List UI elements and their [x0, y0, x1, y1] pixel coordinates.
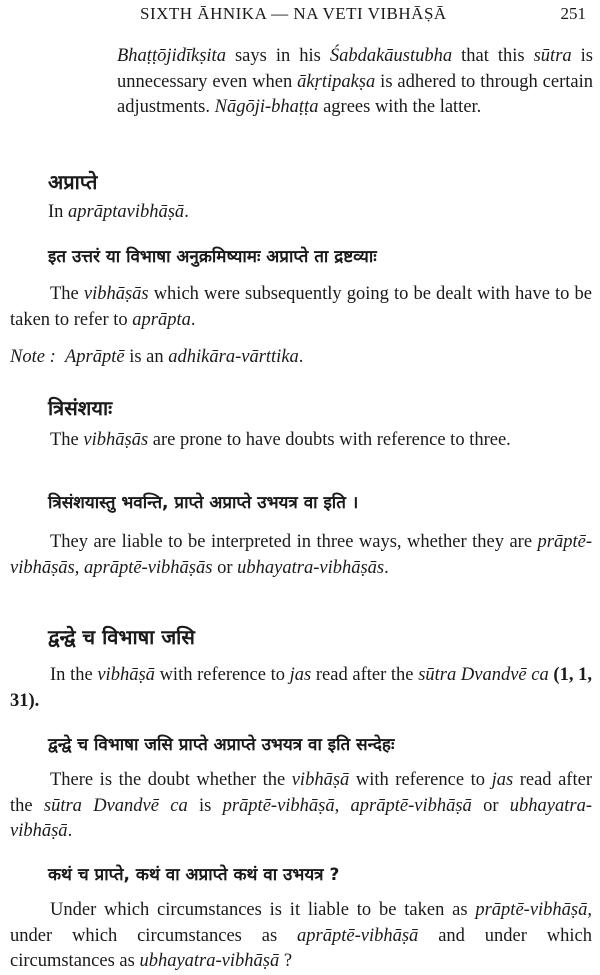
text-run: There is the doubt whether the [50, 770, 292, 790]
text-run: . [67, 821, 73, 841]
paragraph-which-circumstances [10, 898, 592, 975]
sutra-reference: (1, 1, 31). [10, 665, 592, 711]
sanskrit-line-katham-ca: कथं च प्राप्ते, कथं वा अप्राप्ते कथं वा उभयत्र ? [48, 865, 340, 885]
term: ubhayatra-vibhāṣās [237, 557, 385, 578]
text-run: read after the [10, 770, 592, 816]
running-title: SIXTH ĀHNIKA — NA VETI VIBHĀṢĀ [140, 4, 447, 23]
term: vibhāṣā [291, 770, 350, 790]
paragraph-vibhasas-subsequently [10, 282, 592, 333]
sanskrit-heading-dvandve: द्वन्द्वे च विभाषा जसि [48, 625, 195, 649]
sanskrit-line-trisamsayastu: त्रिसंशयास्तु भवन्ति, प्राप्ते अप्राप्ते उभयत्र वा इति । [48, 493, 359, 513]
text-run: and under which circumstances as [10, 925, 592, 971]
paragraph-jas-reference [10, 663, 592, 714]
paragraph-prone-to-doubts [10, 428, 592, 454]
term: ubhayatra-vibhāṣā [10, 795, 592, 841]
gloss-apraptavibhasa [48, 200, 588, 226]
term: vibhāṣās [83, 284, 149, 304]
term: prāptē-vibhāṣā [222, 795, 335, 816]
text-run: . [384, 557, 389, 578]
term: Nāgōji-bhaṭṭa [214, 97, 319, 117]
text-run: Under which circumstances is it liable to be taken as [50, 900, 476, 920]
text-run: . [298, 347, 304, 367]
text-run: is an [124, 347, 169, 367]
text-run: . [184, 202, 189, 222]
term: sūtra Dvandvē ca [418, 665, 549, 685]
term: jas [289, 665, 312, 685]
paragraph-three-ways [10, 530, 592, 581]
term: aprāptē-vibhāṣās [84, 557, 213, 578]
term: sūtra Dvandvē ca [43, 795, 188, 816]
term: ubhayatra-vibhāṣā [139, 951, 280, 971]
term: prāptē-vibhāṣās [10, 532, 592, 578]
sanskrit-line-ita-uttaram: इत उत्तरं या विभाषा अनुक्रमिष्यामः अप्राप्ते ता द्रष्टव्याः [48, 247, 377, 267]
text-run: read after the [311, 665, 419, 685]
paragraph-doubt-whether [10, 768, 592, 845]
text-run: , [334, 795, 351, 816]
text-run: is [187, 795, 223, 816]
text-run: ? [279, 951, 293, 971]
term: jas [491, 770, 514, 790]
text-run: are prone to have doubts with reference to three. [148, 430, 511, 450]
text-run: . [190, 309, 196, 330]
text-run: agrees with the latter. [318, 97, 482, 117]
text-run: , [74, 557, 84, 578]
term: aprāptē-vibhāṣā [350, 795, 472, 816]
text-run: In [48, 202, 69, 222]
sanskrit-line-sandehah: द्वन्द्वे च विभाषा जसि प्राप्ते अप्राप्ते उभयत्र वा इति सन्देहः [48, 735, 395, 755]
sanskrit-heading-trisamsayah: त्रिसंशयाः [48, 396, 113, 420]
text-run: is unnecessary even when [117, 46, 593, 92]
term: vibhāṣā [97, 665, 155, 685]
text-run: or [212, 557, 238, 578]
term: Aprāptē [64, 347, 125, 367]
text-run: or [471, 795, 510, 816]
paragraph-bhattojidiksita [117, 44, 593, 121]
term: sūtra [533, 46, 572, 66]
text-run: , under which circumstances as [10, 900, 592, 946]
term: vibhāṣās [83, 430, 149, 450]
term: adhikāra-vārttika [168, 347, 299, 367]
text-run: They are liable to be interpreted in three ways, whether they are [50, 532, 538, 552]
text-run: which were subsequently going to be dealt with have to be taken to refer to [10, 284, 592, 330]
text-run: The [50, 284, 84, 304]
term: Śabdakāustubha [329, 46, 453, 66]
term: aprāptavibhāṣā [68, 202, 185, 222]
text-run: that this [452, 46, 534, 66]
term: Bhaṭṭōjidīkṣita [117, 46, 226, 66]
term: aprāptē-vibhāṣā [297, 925, 419, 946]
term: aprāpta [132, 309, 191, 330]
text-run: The [50, 430, 84, 450]
note-label: Note : [10, 347, 56, 367]
note-aprapte [10, 345, 592, 371]
text-run: is adhered to through certain adjustments. [117, 71, 593, 117]
term: prāptē-vibhāṣā [475, 900, 588, 920]
text-run: says in his [225, 46, 330, 66]
text-run: with reference to [349, 770, 492, 790]
sanskrit-heading-aprapte: अप्राप्ते [48, 170, 98, 194]
text-run: with reference to [154, 665, 290, 685]
text-run: In the [50, 665, 98, 685]
term: ākṛtipakṣa [297, 71, 376, 92]
page-number: 251 [560, 4, 586, 23]
